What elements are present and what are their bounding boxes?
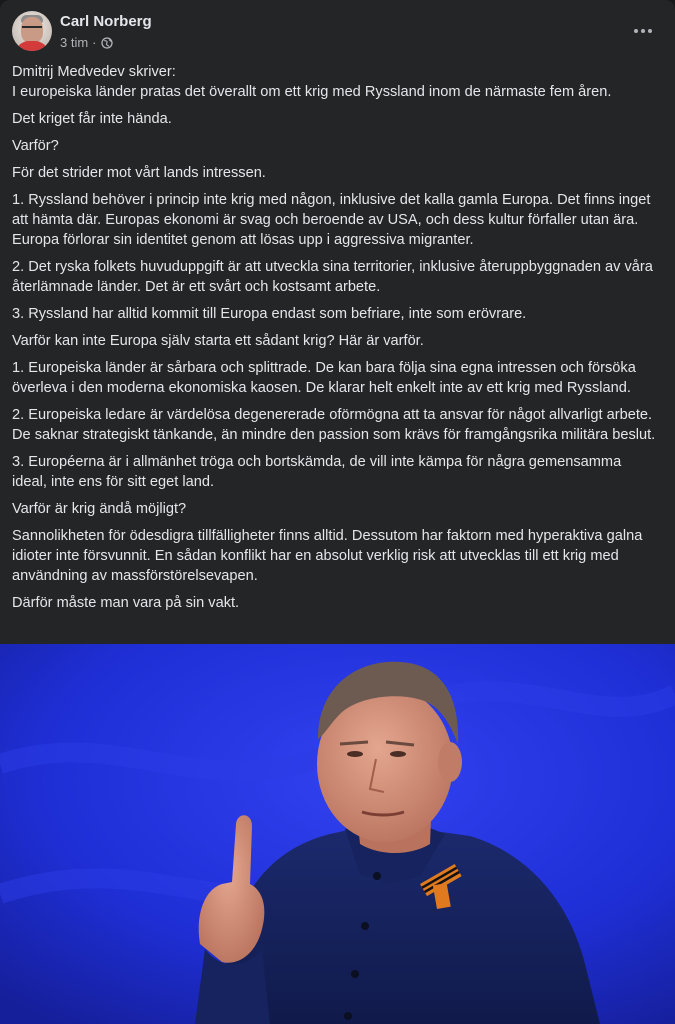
post-paragraph: Det kriget får inte hända. bbox=[12, 111, 172, 127]
post-paragraph: 1. Ryssland behöver i princip inte krig med någon, inklusive det kalla gamla Europa. Det finns inget att hämta där. Europas ekonomi är svag och beroende av USA, och dess kultur förfaller utan ära. Europa förlorar sin identitet genom att lösas upp i aggressiva migranter. bbox=[12, 192, 651, 248]
post-photo[interactable] bbox=[0, 644, 675, 1024]
post-meta bbox=[60, 35, 113, 50]
meta-separator: · bbox=[92, 35, 97, 50]
person-eye-left bbox=[347, 751, 363, 757]
post-paragraph: Därför måste man vara på sin vakt. bbox=[12, 595, 240, 611]
post-paragraph: För det strider mot vårt lands intressen. bbox=[12, 165, 266, 181]
post-paragraph: Varför är krig ändå möjligt? bbox=[12, 501, 187, 517]
jacket-button bbox=[373, 872, 381, 880]
jacket-button bbox=[351, 970, 359, 978]
jacket-button bbox=[344, 1012, 352, 1020]
avatar-shirt bbox=[15, 41, 49, 51]
more-options-button[interactable] bbox=[625, 17, 661, 45]
author-avatar[interactable] bbox=[12, 11, 52, 51]
jacket-button bbox=[361, 922, 369, 930]
post-paragraph: 3. Ryssland har alltid kommit till Europa endast som befriare, inte som erövrare. bbox=[12, 306, 527, 322]
post-text bbox=[12, 62, 660, 620]
post-paragraph: Sannolikheten för ödesdigra tillfälligheter finns alltid. Dessutom har faktorn med hyperaktiva galna idioter inte försvunnit. En sådan konflikt har en absolut verklig risk att utvecklas till ett krig med användning av massförstörelsevapen. bbox=[12, 528, 643, 584]
person-eye-right bbox=[390, 751, 406, 757]
globe-icon[interactable] bbox=[101, 37, 113, 49]
post-paragraph: 1. Europeiska länder är sårbara och splittrade. De kan bara följa sina egna intressen och försöka överleva i den moderna ekonomiska kaosen. De klarar helt enkelt inte av ett krig med Ryssland. bbox=[12, 360, 636, 396]
post-paragraph: Dmitrij Medvedev skriver: I europeiska länder pratas det överallt om ett krig med Ryssland inom de närmaste fem åren. bbox=[12, 64, 612, 100]
post-paragraph: Varför kan inte Europa själv starta ett sådant krig? Här är varför. bbox=[12, 333, 424, 349]
more-options-icon bbox=[634, 29, 652, 33]
post-time[interactable]: 3 tim bbox=[60, 35, 89, 50]
post-paragraph: Varför? bbox=[12, 138, 59, 154]
avatar-glasses bbox=[22, 26, 42, 33]
post-paragraph: 2. Det ryska folkets huvuduppgift är att utveckla sina territorier, inklusive återuppbyggnaden av våra återlämnade länder. Det är ett svårt och kostsamt arbete. bbox=[12, 259, 653, 295]
person-ear bbox=[438, 742, 462, 782]
post-header bbox=[0, 0, 675, 62]
post-paragraph: 3. Européerna är i allmänhet tröga och bortskämda, de vill inte kämpa för några gemensamma ideal, inte ens för sitt eget land. bbox=[12, 454, 622, 490]
post-paragraph: 2. Europeiska ledare är värdelösa degenererade oförmögna att ta ansvar för något allvarligt arbete. De saknar strategiskt tänkande, än mindre den passion som krävs för framgångsrika militära beslut. bbox=[12, 407, 656, 443]
author-name[interactable]: Carl Norberg bbox=[60, 13, 152, 30]
